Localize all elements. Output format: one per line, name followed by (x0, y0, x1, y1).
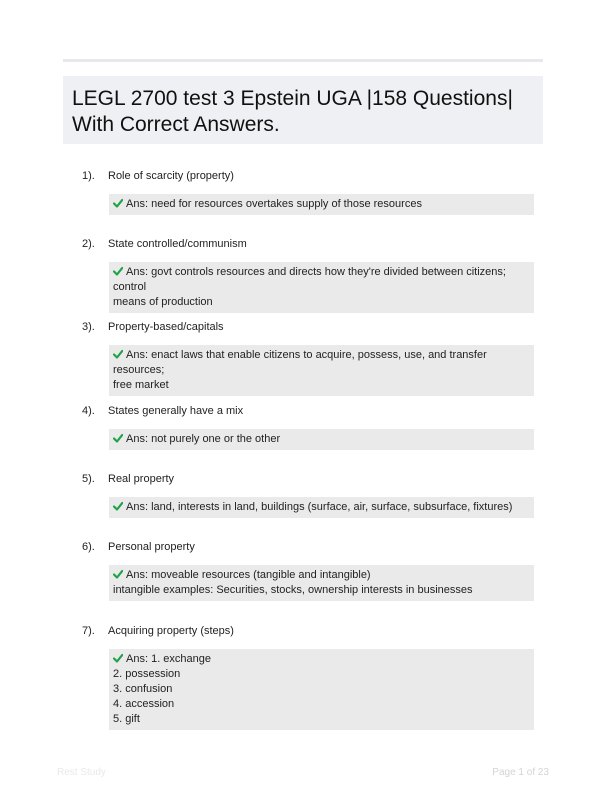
answer-prefix: Ans: (126, 569, 152, 581)
answer-prefix: Ans: (126, 653, 152, 665)
question-text: State controlled/communism (108, 238, 247, 250)
document-title: LEGL 2700 test 3 Epstein UGA |158 Questions| With Correct Answers. (72, 87, 513, 136)
answer-box (109, 345, 534, 396)
check-icon (113, 349, 123, 359)
footer-brand: Rest Study (57, 767, 106, 778)
answer-prefix: Ans: (126, 501, 152, 513)
answer-line: need for resources overtakes supply of those resources (151, 198, 422, 210)
answer-line: 4. accession (113, 698, 175, 710)
answer-line: 5. gift (113, 713, 140, 725)
answer-box (109, 194, 534, 215)
answer-box (109, 497, 534, 518)
answer-line: 2. possession (113, 668, 181, 680)
check-icon (113, 198, 123, 208)
question-text: Personal property (108, 541, 195, 553)
answer-line: moveable resources (tangible and intangible) (151, 569, 371, 581)
question-number: 5). (82, 473, 95, 485)
answer-prefix: Ans: (126, 266, 152, 278)
check-icon (113, 266, 123, 276)
check-icon (113, 653, 123, 663)
check-icon (113, 569, 123, 579)
answer-prefix: Ans: (126, 433, 152, 445)
question-text: Role of scarcity (property) (108, 170, 234, 182)
answer-box (109, 565, 534, 601)
question-number: 2). (82, 238, 95, 250)
answer-line: 1. exchange (151, 653, 212, 665)
page-number: Page 1 of 23 (492, 767, 549, 778)
answer-line: not purely one or the other (151, 433, 281, 445)
answer-line: intangible examples: Securities, stocks, ownership interests in businesses (113, 584, 473, 596)
answer-line: land, interests in land, buildings (surface, air, surface, subsurface, fixtures) (151, 501, 513, 513)
answer-line: 3. confusion (113, 683, 173, 695)
answer-line: free market (113, 379, 169, 391)
question-text: Property-based/capitals (108, 321, 224, 333)
question-text: Acquiring property (steps) (108, 625, 234, 637)
answer-prefix: Ans: (126, 198, 152, 210)
answer-line: enact laws that enable citizens to acquire, possess, use, and transfer resources; (113, 349, 487, 376)
question-text: Real property (108, 473, 175, 485)
answer-line: govt controls resources and directs how they're divided between citizens; control (113, 266, 506, 293)
question-number: 4). (82, 405, 95, 417)
question-number: 3). (82, 321, 95, 333)
answer-prefix: Ans: (126, 349, 152, 361)
question-number: 6). (82, 541, 95, 553)
answer-line: means of production (113, 296, 213, 308)
answer-box (109, 649, 534, 730)
check-icon (113, 501, 123, 511)
answer-box (109, 262, 534, 313)
question-text: States generally have a mix (108, 405, 244, 417)
check-icon (113, 433, 123, 443)
question-number: 7). (82, 625, 95, 637)
question-number: 1). (82, 170, 95, 182)
answer-box (109, 429, 534, 450)
